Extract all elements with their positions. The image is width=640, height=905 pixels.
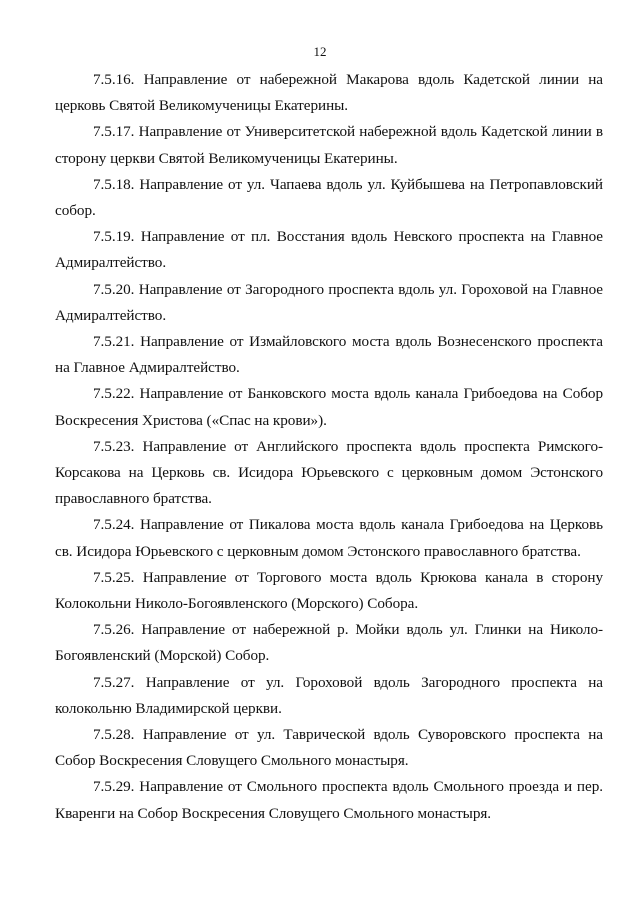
- paragraph-7-5-29: 7.5.29. Направление от Смольного проспекта вдоль Смольного проезда и пер. Кваренги на Собор Воскресения Словущего Смольного монастыря.: [55, 778, 603, 822]
- paragraph-7-5-23: 7.5.23. Направление от Английского проспекта вдоль проспекта Римского-Корсакова на Церковь св. Исидора Юрьевского с церковным домом Эстонского православного братства.: [55, 437, 603, 508]
- paragraph-7-5-20: 7.5.20. Направление от Загородного проспекта вдоль ул. Гороховой на Главное Адмиралтейство.: [55, 280, 603, 324]
- document-body: [55, 67, 603, 827]
- paragraph-7-5-22: 7.5.22. Направление от Банковского моста вдоль канала Грибоедова на Собор Воскресения Христова («Спас на крови»).: [55, 385, 603, 429]
- paragraph-7-5-18: 7.5.18. Направление от ул. Чапаева вдоль ул. Куйбышева на Петропавловский собор.: [55, 175, 603, 220]
- paragraph-7-5-16: 7.5.16. Направление от набережной Макарова вдоль Кадетской линии на церковь Святой Великомученицы Екатерины.: [55, 71, 603, 115]
- paragraph-7-5-25: 7.5.25. Направление от Торгового моста вдоль Крюкова канала в сторону Колокольни Николо-Богоявленского (Морского) Собора.: [55, 568, 603, 613]
- paragraph-7-5-27: 7.5.27. Направление от ул. Гороховой вдоль Загородного проспекта на колокольню Владимирской церкви.: [55, 673, 603, 717]
- paragraph-7-5-17: 7.5.17. Направление от Университетской набережной вдоль Кадетской линии в сторону церкви Святой Великомученицы Екатерины.: [55, 123, 603, 167]
- paragraph-7-5-19: 7.5.19. Направление от пл. Восстания вдоль Невского проспекта на Главное Адмиралтейство.: [55, 228, 603, 272]
- paragraph-7-5-21: 7.5.21. Направление от Измайловского моста вдоль Вознесенского проспекта на Главное Адмиралтейство.: [55, 333, 603, 377]
- paragraph-7-5-26: 7.5.26. Направление от набережной р. Мойки вдоль ул. Глинки на Николо-Богоявленский (Морской) Собор.: [55, 621, 603, 665]
- paragraph-7-5-24: 7.5.24. Направление от Пикалова моста вдоль канала Грибоедова на Церковь св. Исидора Юрьевского с церковным домом Эстонского православного братства.: [55, 516, 603, 560]
- page-number: 12: [313, 44, 327, 59]
- paragraph-7-5-28: 7.5.28. Направление от ул. Таврической вдоль Суворовского проспекта на Собор Воскресения Словущего Смольного монастыря.: [55, 726, 603, 770]
